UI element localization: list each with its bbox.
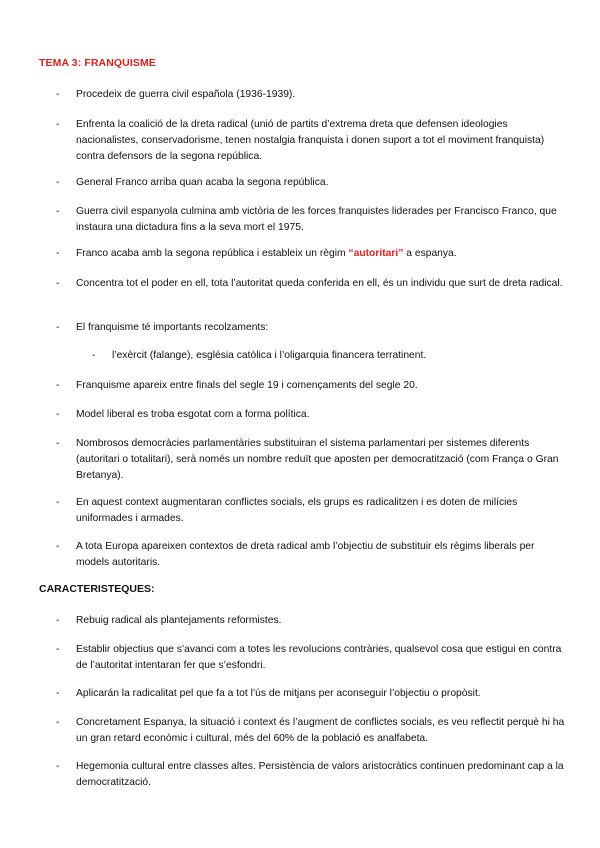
list-bullet: - (56, 380, 60, 391)
list-item (56, 642, 566, 674)
sub-list-item (92, 348, 562, 364)
list-item-text: Procedeix de guerra civil española (1936-1939). (76, 89, 296, 100)
list-item-text: Concentra tot el poder en ell, tota l’autoritat queda conferida en ell, és un individu que surt de dreta radical. (76, 278, 563, 289)
list-item-text: Enfrenta la coalició de la dreta radical (unió de partits d’extrema dreta que defensen ideologies nacionalistes, conservadorisme, tenen nostalgia franquista i donen suport a tot el moviment franquista) contra defensors de la segona república. (76, 119, 545, 162)
list-item-text: Model liberal es troba esgotat com a forma política. (76, 409, 310, 420)
list-bullet: - (56, 248, 60, 259)
list-item (56, 407, 566, 423)
list-bullet: - (92, 350, 96, 361)
list-item (56, 686, 566, 702)
list-item-text: General Franco arriba quan acaba la segona república. (76, 177, 329, 188)
text-run: Franco acaba amb la segona república i estableix un règim (76, 248, 349, 259)
list-bullet: - (56, 438, 60, 449)
list-bullet: - (56, 497, 60, 508)
list-item (56, 175, 566, 191)
text-run: a espanya. (403, 248, 457, 259)
list-item (56, 378, 566, 394)
list-bullet: - (56, 89, 60, 100)
list-item-text: Concretament Espanya, la situació i context és l’augment de conflictes socials, es veu reflectit perquè hi ha un gran retard econòmic i cultural, més del 60% de la població es analfabeta. (76, 717, 565, 744)
list-item (56, 117, 566, 165)
list-bullet: - (56, 644, 60, 655)
document-title: TEMA 3: FRANQUISME (39, 57, 156, 69)
list-item-text: Guerra civil espanyola culmina amb victòria de les forces franquistes liderades per Francisco Franco, que instaura una dictadura fins a la seva mort el 1975. (76, 206, 557, 233)
list-item (56, 759, 566, 791)
list-bullet: - (56, 717, 60, 728)
list-item (56, 436, 566, 484)
list-bullet: - (56, 541, 60, 552)
list-item (56, 246, 566, 262)
list-item-text: Franquisme apareix entre finals del segle 19 i començaments del segle 20. (76, 380, 418, 391)
list-bullet: - (56, 278, 60, 289)
list-item-text: Establir objectius que s’avanci com a totes les revolucions contràries, qualsevol cosa que estigui en contra de l’autoritat intentaran fer que s’esfondri. (76, 644, 562, 671)
list-bullet: - (56, 322, 60, 333)
list-item-text: En aquest context augmentaran conflictes socials, els grups es radicalitzen i es doten de milícies uniformades i armades. (76, 497, 518, 524)
list-bullet: - (56, 119, 60, 130)
list-item (56, 87, 566, 103)
list-item (56, 204, 566, 236)
section-heading: CARACTERISTEQUES: (39, 583, 155, 595)
list-item-text: El franquisme té importants recolzaments: (76, 322, 269, 333)
list-item (56, 495, 566, 527)
highlighted-term: “autoritari” (348, 248, 404, 259)
list-item (56, 715, 566, 747)
list-item-text: Nombrosos democràcies parlamentàries substituiran el sistema parlamentari per sistemes diferents (autoritari o totalitari), serà només un nombre reduït que aposten per democratització (com França o Gran Bretanya). (76, 438, 559, 481)
list-item-text: Rebuig radical als plantejaments reformistes. (76, 615, 282, 626)
list-bullet: - (56, 761, 60, 772)
list-bullet: - (56, 615, 60, 626)
list-item-text: A tota Europa apareixen contextos de dreta radical amb l’objectiu de substituir els règims liberals per models autoritaris. (76, 541, 535, 568)
list-item (56, 539, 566, 571)
list-item (56, 276, 566, 292)
list-bullet: - (56, 206, 60, 217)
list-bullet: - (56, 177, 60, 188)
list-item-text: l’exèrcit (falange), església catòlica i l’oligarquia financera terratinent. (112, 350, 427, 361)
list-item (56, 613, 566, 629)
list-bullet: - (56, 409, 60, 420)
list-item (56, 320, 566, 336)
list-item-text: Aplicarán la radicalitat pel que fa a tot l’ús de mitjans per aconseguir l’objectiu o propòsit. (76, 688, 481, 699)
list-item-text (76, 246, 566, 262)
list-item-text: Hegemonia cultural entre classes altes. Persistència de valors aristocràtics continuen predominant cap a la democratització. (76, 761, 564, 788)
list-bullet: - (56, 688, 60, 699)
